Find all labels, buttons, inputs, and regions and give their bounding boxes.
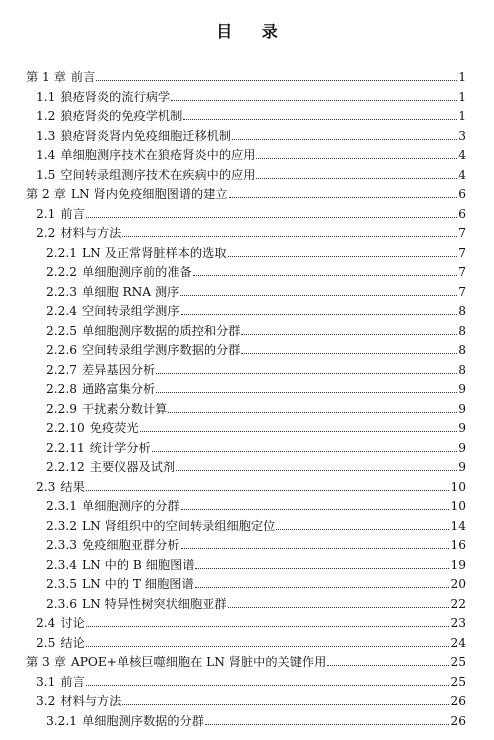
toc-entry[interactable] [36,88,466,106]
toc-page-number: 4 [458,148,466,162]
toc-page-number: 8 [458,304,466,318]
toc-section-number: 3.2 [36,694,56,708]
toc-section-number: 2.1 [36,206,56,221]
toc-page-number: 7 [458,245,466,260]
toc-entry[interactable] [46,380,466,398]
toc-dot-leader [232,139,457,140]
toc-section-number: 2.2.4 [46,304,78,318]
toc-page-number: 9 [458,382,466,396]
toc-page-number: 20 [450,577,466,591]
toc-dot-leader [181,314,458,315]
toc-section-title: 主要仪器及试剂 [89,460,176,474]
toc-dot-leader [152,451,458,452]
toc-section-number: 2.2.3 [46,284,78,299]
toc-dot-leader [256,178,457,179]
toc-page-number: 26 [450,694,466,708]
toc-dot-leader [241,353,457,354]
toc-section-number: 第 3 章 [26,655,66,669]
toc-page-number: 1 [458,109,466,123]
toc-section-number: 2.2.5 [46,323,78,338]
toc-entry[interactable] [36,224,466,242]
toc-entry[interactable] [36,127,466,145]
toc-section-number: 2.3.6 [46,596,78,611]
toc-entry[interactable] [46,361,466,379]
toc-section-title: 前言 [60,206,85,221]
toc-page-number: 8 [458,362,466,377]
toc-section-number: 3.2.1 [46,713,78,728]
toc-entry[interactable] [46,458,466,476]
toc-page-number: 8 [458,323,466,338]
toc-entry[interactable] [46,575,466,593]
toc-section-title: 单细胞测序技术在狼疮肾炎中的应用 [60,148,256,162]
toc-entry[interactable] [36,146,466,164]
toc-entry[interactable] [26,653,466,671]
toc-page-number: 9 [458,421,466,435]
toc-dot-leader [122,704,449,705]
toc-section-number: 2.3.4 [46,557,78,572]
toc-dot-leader [183,119,457,120]
toc-section-title: 统计学分析 [89,440,151,455]
toc-page-number: 25 [450,674,466,689]
toc-section-number: 2.3.1 [46,499,78,513]
toc-section-number: 2.3.2 [46,518,78,533]
toc-dot-leader [86,217,457,218]
toc-section-title: 狼疮肾炎肾内免疫细胞迁移机制 [60,128,232,143]
toc-entry[interactable] [46,302,466,320]
toc-dot-leader [195,587,450,588]
toc-page-number: 10 [450,499,466,513]
toc-section-number: 2.2.12 [46,460,85,474]
toc-entry[interactable] [36,205,466,223]
toc-page-number: 16 [450,538,466,552]
toc-dot-leader [241,334,457,335]
toc-section-number: 第 1 章 [26,70,66,84]
toc-dot-leader [205,724,450,725]
toc-section-title: 免疫细胞亚群分析 [82,538,180,552]
toc-page-number: 25 [450,655,466,669]
toc-page-number: 22 [450,596,466,611]
toc-section-title: LN 特异性树突状细胞亚群 [82,596,227,611]
toc-section-title: 狼疮肾炎的流行病学 [60,89,171,104]
toc-page-number: 7 [458,265,466,279]
toc-entry[interactable] [46,536,466,554]
toc-entry[interactable] [46,595,466,613]
toc-dot-leader [228,607,450,608]
toc-dot-leader [86,490,450,491]
toc-section-number: 3.1 [36,674,56,689]
toc-page-number: 7 [458,284,466,299]
toc-page-number: 9 [458,401,466,416]
toc-page-number: 1 [458,89,466,104]
page-title: 目 录 [216,22,290,41]
toc-entry[interactable] [46,419,466,437]
toc-dot-leader [140,431,458,432]
toc-page-number: 9 [458,440,466,455]
toc-page-number: 6 [458,206,466,221]
toc-section-title: 干扰素分数计算 [82,401,168,416]
toc-section-title: 单细胞测序的分群 [82,499,180,513]
toc-section-number: 2.5 [36,635,56,650]
toc-section-number: 2.2 [36,226,56,240]
toc-entry[interactable] [46,400,466,418]
toc-section-number: 1.3 [36,128,56,143]
toc-section-number: 2.2.8 [46,382,78,396]
toc-entry[interactable] [46,439,466,457]
toc-section-title: 结果 [60,479,85,494]
toc-section-title: LN 肾组织中的空间转录组细胞定位 [82,518,276,533]
toc-entry[interactable] [36,166,466,184]
toc-entry[interactable] [36,692,466,710]
toc-dot-leader [176,470,457,471]
toc-section-title: 差异基因分析 [82,362,156,377]
toc-dot-leader [86,685,450,686]
toc-section-number: 2.2.7 [46,362,78,377]
toc-page-number: 14 [450,518,466,533]
toc-entry[interactable] [46,341,466,359]
toc-entry[interactable] [36,478,466,496]
toc-section-number: 2.3.3 [46,538,78,552]
toc-section-title: 空间转录组学测序数据的分群 [82,343,241,357]
toc-section-title: 免疫荧光 [89,421,139,435]
toc-section-number: 2.3.5 [46,577,78,591]
toc-entry[interactable] [26,185,466,203]
toc-section-title: 前言 [60,674,85,689]
toc-dot-leader [228,256,458,257]
toc-section-number: 2.3 [36,479,56,494]
toc-entry[interactable] [46,517,466,535]
toc-section-title: 狼疮肾炎的免疫学机制 [60,109,183,123]
toc-section-title: 单细胞测序前的准备 [82,265,192,279]
toc-section-number: 2.2.2 [46,265,78,279]
toc-page-number: 7 [458,226,466,240]
toc-page-number: 3 [458,128,466,143]
toc-section-title: APOE+单核巨噬细胞在 LN 肾脏中的关键作用 [70,655,327,669]
toc-section-title: LN 及正常肾脏样本的选取 [82,245,227,260]
toc-dot-leader [276,529,449,530]
toc-page-number: 19 [450,557,466,572]
toc-section-title: 空间转录组学测序 [82,304,180,318]
toc-entry[interactable] [36,673,466,691]
toc-section-number: 2.2.11 [46,440,85,455]
toc-dot-leader [327,665,449,666]
toc-section-title: 材料与方法 [60,226,122,240]
toc-entry[interactable] [46,283,466,301]
toc-entry[interactable] [36,107,466,125]
toc-page-number: 23 [450,616,466,630]
toc-page-number: 6 [458,187,466,201]
toc-entry[interactable] [46,322,466,340]
toc-page-number: 9 [458,460,466,474]
toc-dot-leader [193,275,458,276]
toc-section-number: 1.1 [36,89,56,104]
toc-section-number: 2.2.9 [46,401,78,416]
toc-section-title: 前言 [70,70,96,84]
toc-section-number: 第 2 章 [26,187,66,201]
toc-section-title: 单细胞 RNA 测序 [82,284,180,299]
toc-entry[interactable] [36,614,466,632]
toc-dot-leader [229,197,458,198]
toc-section-title: 单细胞测序数据的质控和分群 [82,323,241,338]
toc-dot-leader [181,548,450,549]
toc-dot-leader [180,295,457,296]
toc-section-title: 材料与方法 [60,694,122,708]
toc-entry[interactable] [46,497,466,515]
toc-dot-leader [256,158,457,159]
toc-section-title: LN 中的 B 细胞图谱 [82,557,195,572]
toc-page-number: 24 [450,635,466,650]
toc-dot-leader [195,568,449,569]
toc-page-number: 26 [450,713,466,728]
toc-section-number: 1.5 [36,167,56,182]
toc-dot-leader [122,236,457,237]
toc-dot-leader [86,646,450,647]
toc-dot-leader [86,626,450,627]
toc-entry[interactable] [46,263,466,281]
toc-dot-leader [96,80,457,81]
toc-section-title: 讨论 [60,616,85,630]
toc-section-title: 空间转录组测序技术在疾病中的应用 [60,167,256,182]
toc-section-number: 1.2 [36,109,56,123]
toc-section-number: 2.2.10 [46,421,85,435]
toc-section-number: 2.2.6 [46,343,78,357]
toc-dot-leader [171,100,457,101]
toc-dot-leader [168,412,457,413]
toc-section-title: 单细胞测序数据的分群 [82,713,204,728]
toc-entry[interactable] [36,634,466,652]
toc-page-number: 4 [458,167,466,182]
toc-section-title: LN 肾内免疫细胞图谱的建立 [70,187,228,201]
toc-section-title: 通路富集分析 [82,382,156,396]
toc-entry[interactable] [46,244,466,262]
toc-entry[interactable] [26,68,466,86]
toc-entry[interactable] [46,556,466,574]
toc-section-title: LN 中的 T 细胞图谱 [82,577,194,591]
toc-dot-leader [156,373,457,374]
toc-page-number: 10 [450,479,466,494]
toc-section-number: 2.2.1 [46,245,78,260]
toc-dot-leader [181,509,450,510]
toc-page-number: 1 [458,70,466,84]
toc-entry[interactable] [46,712,466,730]
toc-dot-leader [156,392,457,393]
toc-section-title: 结论 [60,635,85,650]
toc-section-number: 2.4 [36,616,56,630]
toc-page-number: 8 [458,343,466,357]
toc-section-number: 1.4 [36,148,56,162]
